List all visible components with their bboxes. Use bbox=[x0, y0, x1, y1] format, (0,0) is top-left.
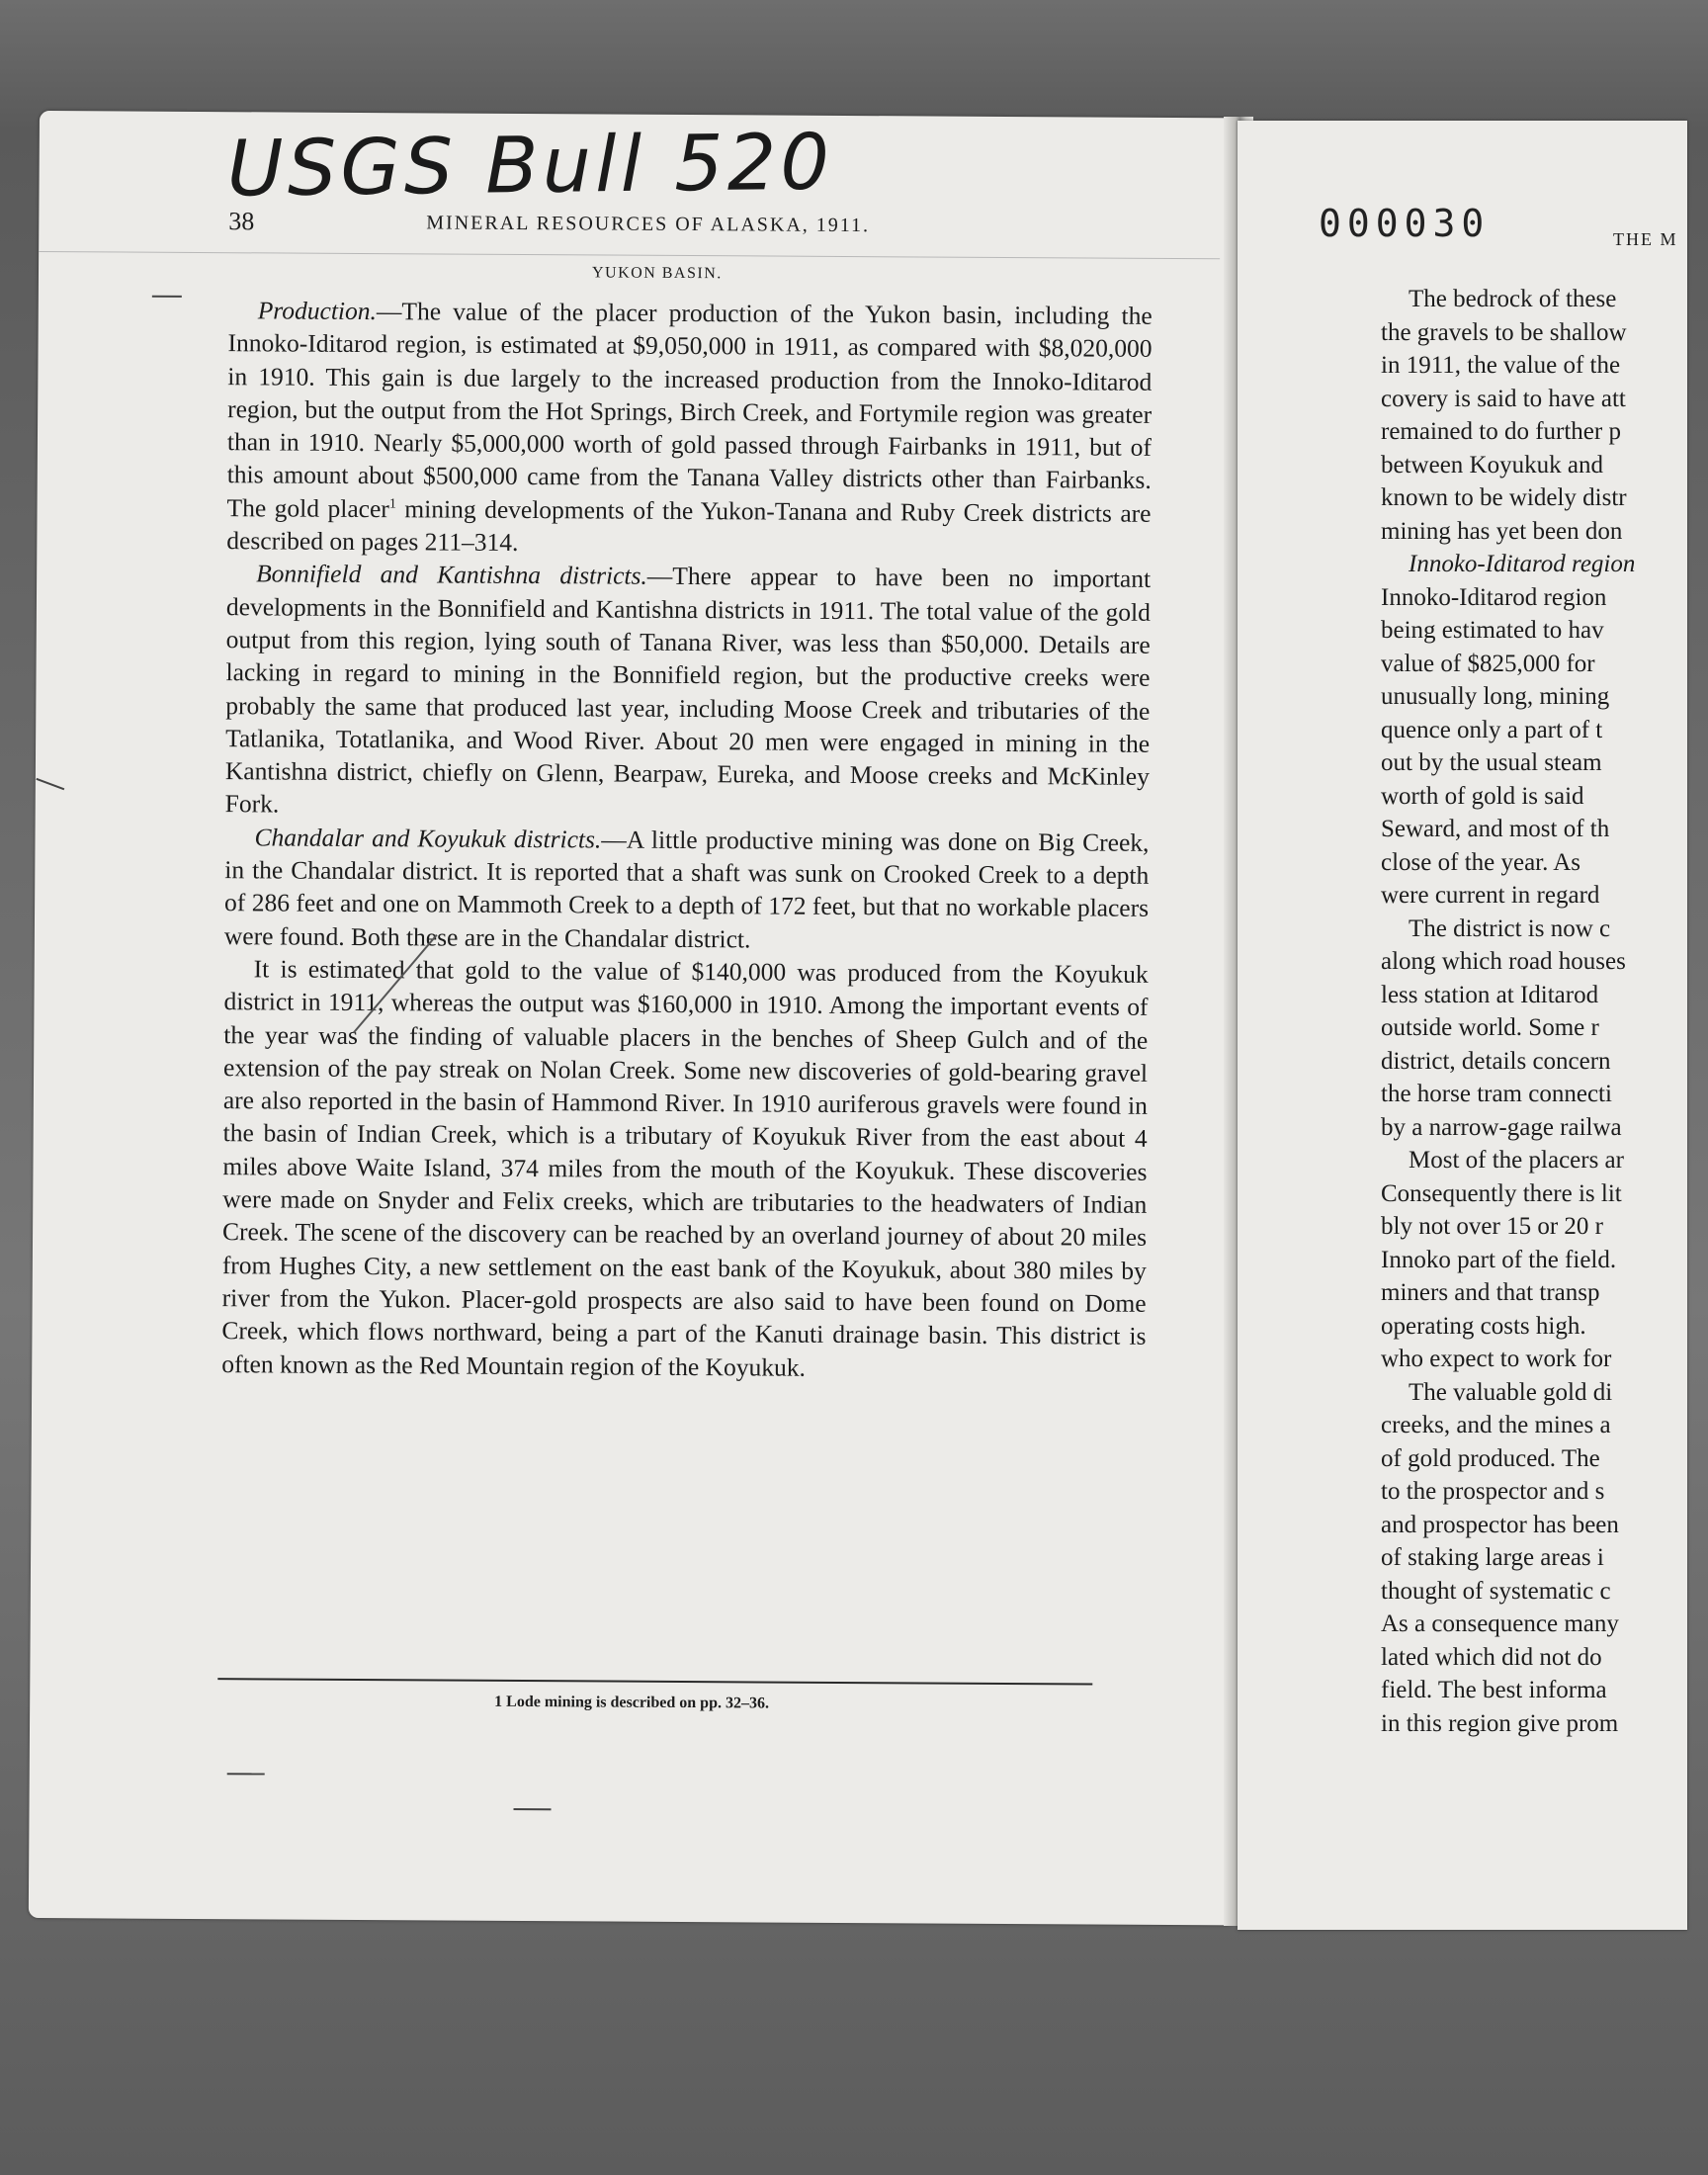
running-head: THE M bbox=[1613, 229, 1678, 249]
paragraph-text: —The value of the placer production of the Yukon basin, including the Innoko-Iditarod region, is estimated at $9,050,000 in 1911, as compared with $8,020,000 in 1910. This gain is due largely to the increased production from the Innoko-Iditarod region, but the output from the Hot Springs, Birch Creek, and Fortymile region was greater than in 1910. Nearly $5,000,000 worth of gold passed through Fairbanks in 1911, but of this amount about $500,000 came from the Tanana Valley districts other than Fairbanks. The gold placer bbox=[226, 297, 1153, 523]
text-line: worth of gold is said bbox=[1381, 782, 1584, 810]
text-line: The valuable gold di bbox=[1409, 1378, 1613, 1406]
paragraph-heading: Production. bbox=[257, 296, 378, 326]
text-line: The district is now c bbox=[1409, 914, 1611, 942]
text-line: covery is said to have att bbox=[1381, 385, 1626, 412]
footnote-rule bbox=[217, 1678, 1092, 1685]
paragraph-text: It is estimated that gold to the value of $140,000 was produced from the Koyukuk district in 1911, whereas the output was $160,000 in 1910. Among the important events of the year was the finding of valuable placers in the benches of Sheep Gulch and of the extension of the pay streak on Nolan Creek. Some new discoveries of gold-bearing gravel are also reported in the basin of Hammond River. In 1910 auriferous gravels were found in the basin of Indian Creek, which is a tributary of Koyukuk River from the east about 4 miles above Waite Island, 374 miles from the mouth of the Koyukuk. These discoveries were made on Snyder and Felix creeks, which are tributaries to the headwaters of Indian Creek. The scene of the discovery can be reached by an overland journey of about 20 miles from Hughes City, a new settlement on the east bank of the Koyukuk, about 380 miles by river from the Yukon. Placer-gold prospects are also said to have been found on Dome Creek, which flows northward, being a part of the Kanuti drainage basin. This district is often known as the Red Mountain region of the Koyukuk. bbox=[221, 954, 1149, 1382]
text-line: district, details concern bbox=[1381, 1047, 1611, 1075]
margin-mark bbox=[152, 296, 182, 298]
text-line: known to be widely distr bbox=[1381, 484, 1627, 511]
text-line: along which road houses bbox=[1381, 948, 1626, 975]
body-text bbox=[221, 294, 1153, 1385]
header-rule bbox=[39, 251, 1220, 259]
text-line: miners and that transp bbox=[1381, 1279, 1600, 1306]
text-line: As a consequence many bbox=[1381, 1610, 1619, 1637]
text-line: remained to do further p bbox=[1381, 418, 1621, 445]
margin-mark bbox=[514, 1808, 552, 1810]
text-line: less station at Iditarod bbox=[1381, 981, 1599, 1008]
text-line: mining has yet been don bbox=[1381, 517, 1623, 545]
text-line: close of the year. As bbox=[1381, 848, 1581, 876]
page-number: 000030 bbox=[1319, 202, 1491, 245]
left-page bbox=[29, 111, 1240, 1925]
text-line: Seward, and most of th bbox=[1381, 816, 1610, 842]
text-line: thought of systematic c bbox=[1381, 1577, 1611, 1605]
paragraph-heading: Bonnifield and Kantishna districts. bbox=[256, 559, 647, 591]
text-line: out by the usual steam bbox=[1381, 749, 1602, 776]
paragraph-chandalar bbox=[224, 821, 1150, 958]
text-line: value of $825,000 for bbox=[1381, 650, 1595, 677]
text-line: between Koyukuk and bbox=[1381, 451, 1603, 478]
paragraph-bonnifield bbox=[225, 558, 1152, 826]
text-line: outside world. Some r bbox=[1381, 1014, 1599, 1041]
text-line: were current in regard bbox=[1381, 882, 1600, 909]
text-line: in this region give prom bbox=[1381, 1709, 1619, 1737]
margin-mark bbox=[227, 1773, 265, 1775]
text-line: operating costs high. bbox=[1381, 1312, 1586, 1340]
text-line: Consequently there is lit bbox=[1381, 1179, 1622, 1207]
text-line: Most of the placers ar bbox=[1409, 1147, 1624, 1174]
text-line: quence only a part of t bbox=[1381, 716, 1603, 743]
right-page bbox=[1238, 121, 1687, 1930]
paragraph-koyukuk bbox=[221, 952, 1149, 1386]
section-heading: YUKON BASIN. bbox=[591, 264, 723, 283]
text-line: and prospector has been bbox=[1381, 1511, 1619, 1538]
text-line: Innoko-Iditarod region bbox=[1409, 551, 1636, 577]
paragraph-text: —There appear to have been no important developments in the Bonnifield and Kantishna districts in 1911. The total value of the gold output from this region, lying south of Tanana River, was less than $50,000. Details are lacking in regard to mining in the Bonnifield region, but the productive creeks were probably the same that produced last year, including Moose Creek and tributaries of the Tatlanika, Totatlanika, and Wood River. About 20 men were engaged in mining in the Kantishna district, chiefly on Glenn, Bearpaw, Eureka, and Moose creeks and McKinley Fork. bbox=[224, 562, 1152, 819]
text-line: field. The best informa bbox=[1381, 1677, 1607, 1703]
text-line: in 1911, the value of the bbox=[1381, 352, 1621, 379]
text-line: bly not over 15 or 20 r bbox=[1381, 1213, 1603, 1240]
text-line: Innoko part of the field. bbox=[1381, 1246, 1617, 1273]
text-line: the horse tram connecti bbox=[1381, 1081, 1612, 1107]
text-line: unusually long, mining bbox=[1381, 683, 1610, 710]
margin-mark bbox=[36, 778, 64, 790]
text-line: creeks, and the mines a bbox=[1381, 1412, 1611, 1438]
page-number: 38 bbox=[228, 207, 255, 236]
text-line: who expect to work for bbox=[1381, 1346, 1612, 1372]
text-line: of gold produced. The bbox=[1381, 1444, 1600, 1472]
paragraph-production bbox=[226, 294, 1153, 563]
footnote-reference[interactable]: 1 bbox=[388, 496, 396, 512]
text-line: to the prospector and s bbox=[1381, 1478, 1605, 1505]
text-line: of staking large areas i bbox=[1381, 1544, 1604, 1571]
paragraph-text: —A little productive mining was done on Big Creek, in the Chandalar district. It is reported that a shaft was sunk on Crooked Creek to a depth of 286 feet and one on Mammoth Creek to a depth of 172 feet, but that no workable placers were found. Both these are in the Chandalar district. bbox=[223, 825, 1150, 954]
text-line: by a narrow-gage railwa bbox=[1381, 1113, 1622, 1141]
text-line: The bedrock of these bbox=[1409, 286, 1617, 312]
running-head: MINERAL RESOURCES OF ALASKA, 1911. bbox=[426, 212, 871, 237]
right-page-text bbox=[1381, 283, 1687, 1740]
text-line: lated which did not do bbox=[1381, 1643, 1602, 1671]
footnote: 1 Lode mining is described on pp. 32–36. bbox=[494, 1693, 770, 1712]
paragraph-heading: Chandalar and Koyukuk districts. bbox=[254, 823, 602, 854]
text-line: the gravels to be shallow bbox=[1381, 318, 1627, 346]
handwritten-annotation: USGS Bull 520 bbox=[226, 118, 834, 215]
text-line: Innoko-Iditarod region bbox=[1381, 583, 1607, 611]
text-line: being estimated to hav bbox=[1381, 617, 1604, 644]
paragraph-text: mining developments of the Yukon-Tanana and Ruby Creek districts are described on pages 211–314. bbox=[226, 493, 1152, 558]
